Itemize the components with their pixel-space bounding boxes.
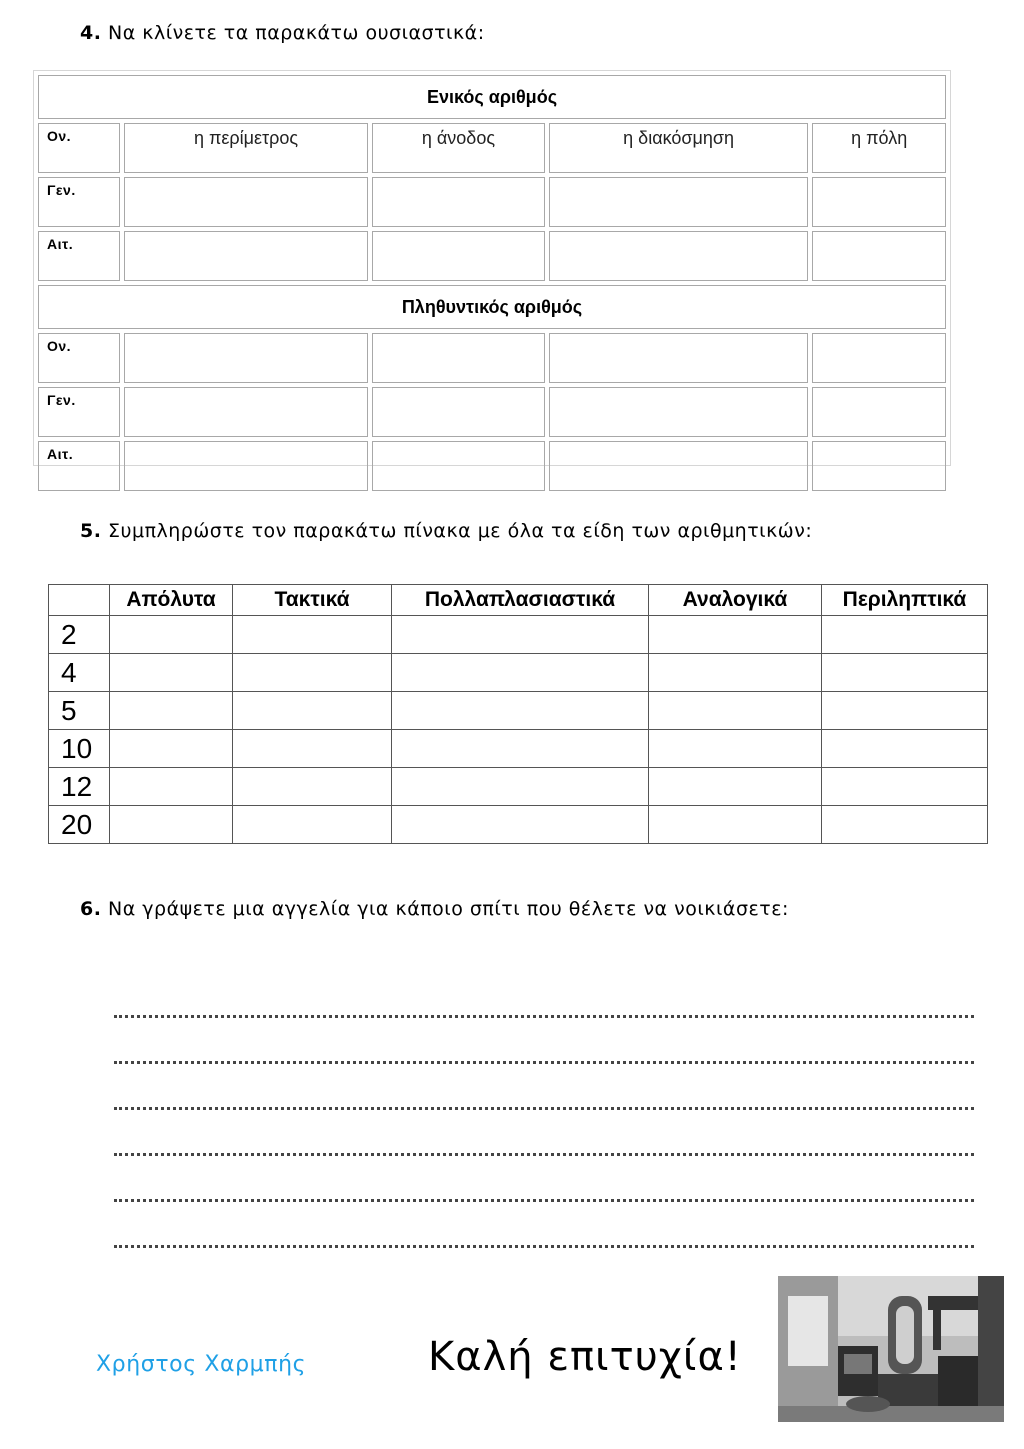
case-label: Γεν.: [38, 177, 120, 227]
table-row: [49, 768, 988, 806]
table-row: [38, 333, 946, 383]
answer-cell[interactable]: [372, 333, 545, 383]
answer-cell[interactable]: [392, 730, 649, 768]
case-label: Ον.: [38, 333, 120, 383]
header-row: [49, 585, 988, 616]
column-header: Περιληπτικά: [822, 585, 988, 616]
answer-cell[interactable]: [110, 768, 233, 806]
answer-cell[interactable]: [822, 768, 988, 806]
answer-cell[interactable]: [372, 387, 545, 437]
answer-cell[interactable]: [549, 177, 809, 227]
row-label: 5: [49, 692, 110, 730]
answer-cell[interactable]: [822, 616, 988, 654]
answer-cell[interactable]: [812, 231, 946, 281]
answer-cell[interactable]: [233, 616, 392, 654]
answer-cell[interactable]: [812, 387, 946, 437]
table-row: [49, 654, 988, 692]
row-label: 2: [49, 616, 110, 654]
answer-cell[interactable]: [649, 654, 822, 692]
case-label: Αιτ.: [38, 441, 120, 491]
ex4-heading: [80, 22, 485, 44]
ex6-number: 6.: [80, 898, 102, 920]
table-row: [49, 806, 988, 844]
answer-cell[interactable]: [822, 730, 988, 768]
plural-title: Πληθυντικός αριθμός: [38, 285, 946, 329]
case-label: Ον.: [38, 123, 120, 173]
answer-cell[interactable]: [392, 768, 649, 806]
table-row: [38, 441, 946, 491]
ex5-instruction: Συμπληρώστε τον παρακάτω πίνακα με όλα τα είδη των αριθμητικών:: [108, 520, 813, 542]
case-label: Αιτ.: [38, 231, 120, 281]
answer-cell[interactable]: [124, 333, 368, 383]
table-row: [49, 692, 988, 730]
answer-cell[interactable]: [822, 692, 988, 730]
writing-line[interactable]: [114, 1098, 974, 1110]
author-name: Χρήστος Χαρμπής: [96, 1352, 307, 1377]
ex6-instruction: Να γράψετε μια αγγελία για κάποιο σπίτι που θέλετε να νοικιάσετε:: [108, 898, 789, 920]
table-row: [38, 387, 946, 437]
writing-line[interactable]: [114, 1190, 974, 1202]
singular-title: Ενικός αριθμός: [38, 75, 946, 119]
table-row: [49, 730, 988, 768]
answer-cell[interactable]: [812, 441, 946, 491]
answer-cell[interactable]: [124, 177, 368, 227]
column-header: Αναλογικά: [649, 585, 822, 616]
writing-line[interactable]: [114, 1052, 974, 1064]
answer-cell[interactable]: [822, 806, 988, 844]
column-header: Πολλαπλασιαστικά: [392, 585, 649, 616]
writing-line[interactable]: [114, 1006, 974, 1018]
noun-cell: η διακόσμηση: [549, 123, 809, 173]
table-row: [38, 123, 946, 173]
column-header: Απόλυτα: [110, 585, 233, 616]
writing-line[interactable]: [114, 1144, 974, 1156]
case-label: Γεν.: [38, 387, 120, 437]
answer-cell[interactable]: [549, 441, 809, 491]
ex4-number: 4.: [80, 22, 102, 44]
answer-cell[interactable]: [549, 387, 809, 437]
ex5-heading: [80, 520, 812, 542]
row-label: 12: [49, 768, 110, 806]
answer-cell[interactable]: [233, 806, 392, 844]
answer-cell[interactable]: [110, 654, 233, 692]
answer-cell[interactable]: [392, 616, 649, 654]
answer-cell[interactable]: [392, 806, 649, 844]
answer-cell[interactable]: [649, 730, 822, 768]
answer-cell[interactable]: [392, 654, 649, 692]
answer-cell[interactable]: [649, 692, 822, 730]
ex6-heading: [80, 898, 789, 920]
answer-cell[interactable]: [812, 177, 946, 227]
answer-cell[interactable]: [124, 441, 368, 491]
answer-cell[interactable]: [124, 231, 368, 281]
answer-cell[interactable]: [812, 333, 946, 383]
table-row: [49, 616, 988, 654]
answer-cell[interactable]: [110, 692, 233, 730]
answer-cell[interactable]: [649, 806, 822, 844]
closing-text: Καλή επιτυχία!: [428, 1334, 742, 1380]
answer-cell[interactable]: [372, 177, 545, 227]
ex5-number: 5.: [80, 520, 102, 542]
answer-cell[interactable]: [233, 692, 392, 730]
corner-cell: [49, 585, 110, 616]
table-row: [38, 177, 946, 227]
answer-cell[interactable]: [372, 441, 545, 491]
answer-cell[interactable]: [110, 806, 233, 844]
ex4-instruction: Να κλίνετε τα παρακάτω ουσιαστικά:: [108, 22, 485, 44]
numerals-table: [48, 584, 988, 844]
answer-cell[interactable]: [822, 654, 988, 692]
answer-cell[interactable]: [649, 768, 822, 806]
answer-cell[interactable]: [549, 333, 809, 383]
row-label: 4: [49, 654, 110, 692]
noun-cell: η περίμετρος: [124, 123, 368, 173]
declension-table: [33, 70, 951, 466]
answer-cell[interactable]: [124, 387, 368, 437]
answer-cell[interactable]: [110, 616, 233, 654]
answer-cell[interactable]: [233, 768, 392, 806]
answer-cell[interactable]: [110, 730, 233, 768]
column-header: Τακτικά: [233, 585, 392, 616]
answer-cell[interactable]: [392, 692, 649, 730]
noun-cell: η άνοδος: [372, 123, 545, 173]
answer-cell[interactable]: [372, 231, 545, 281]
row-label: 20: [49, 806, 110, 844]
answer-cell[interactable]: [233, 730, 392, 768]
noun-cell: η πόλη: [812, 123, 946, 173]
answer-cell[interactable]: [549, 231, 809, 281]
row-label: 10: [49, 730, 110, 768]
table-row: [38, 231, 946, 281]
writing-line[interactable]: [114, 1236, 974, 1248]
answer-cell[interactable]: [233, 654, 392, 692]
answer-cell[interactable]: [649, 616, 822, 654]
vintage-room-photo-icon: [778, 1276, 1004, 1422]
